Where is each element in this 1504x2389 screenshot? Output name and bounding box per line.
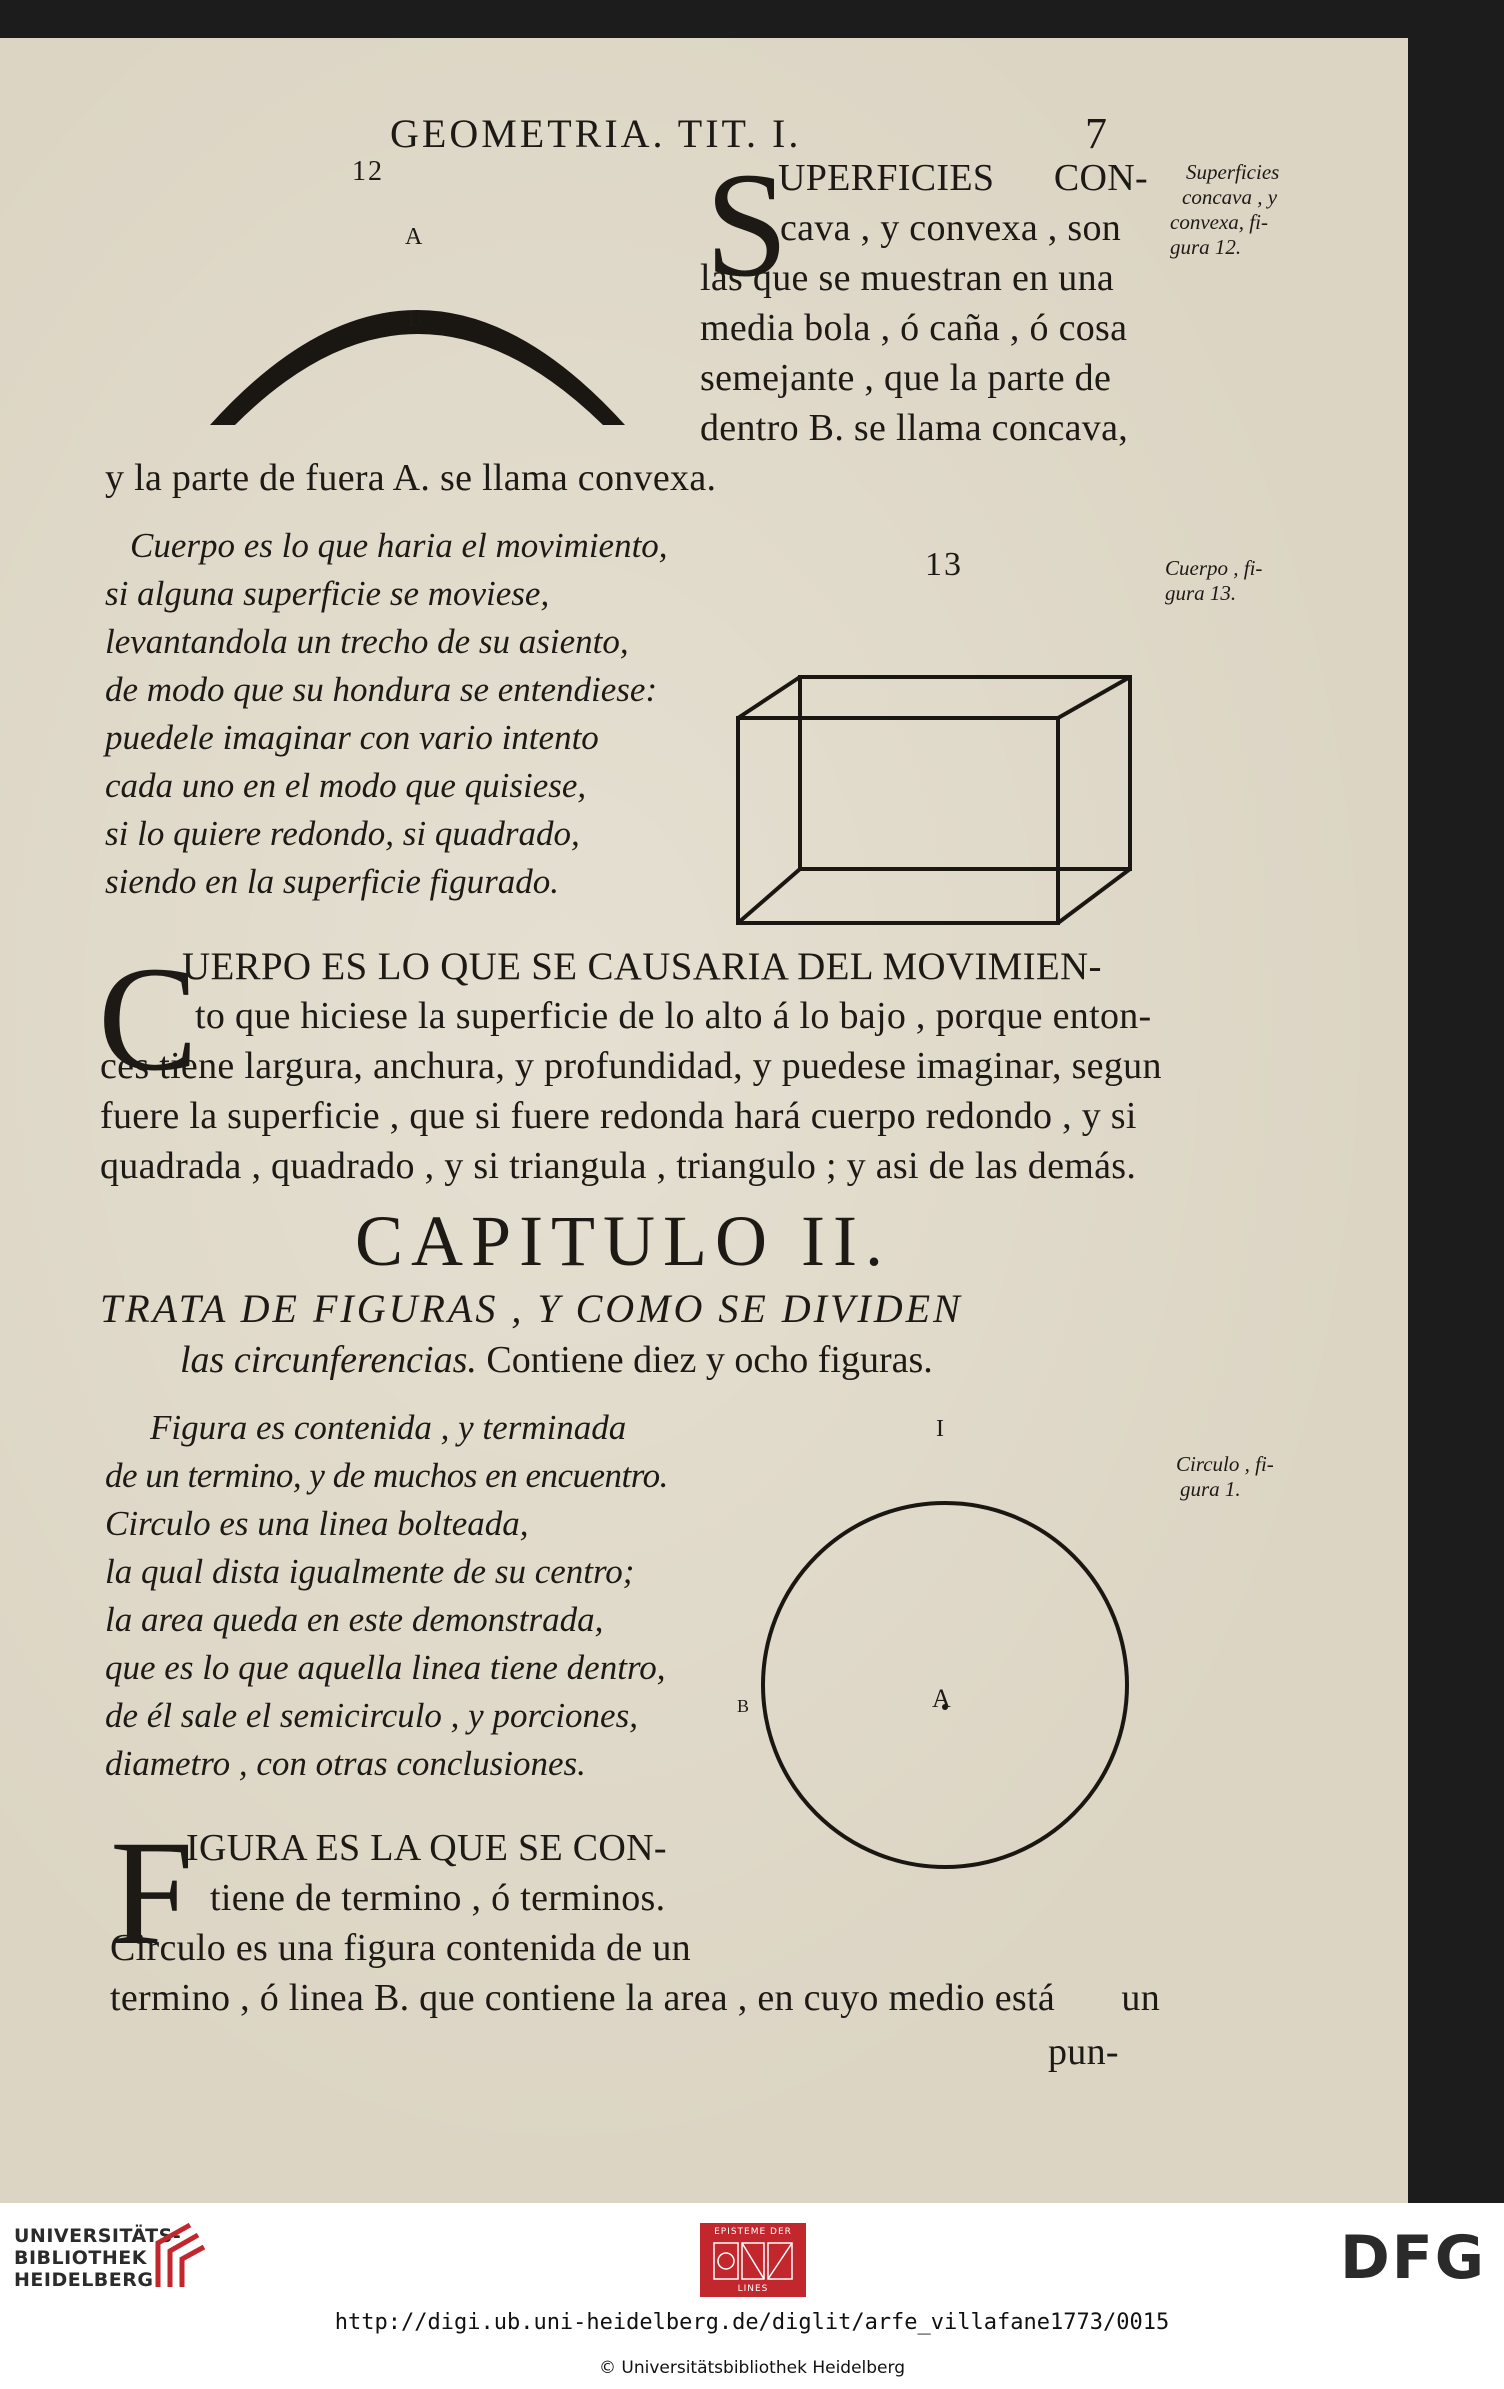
text-line xyxy=(778,156,1148,200)
library-name-line: BIBLIOTHEK xyxy=(14,2247,147,2269)
page-number: 7 xyxy=(1085,109,1107,158)
chapter-title: CAPITULO II. xyxy=(355,1201,891,1281)
verse-line: cada uno en el modo que quisiese, xyxy=(105,766,587,805)
verse-line: la area queda en este demonstrada, xyxy=(105,1600,604,1639)
text-line: semejante , que la parte de xyxy=(700,357,1112,399)
library-name-line: HEIDELBERG xyxy=(14,2269,154,2291)
text-line: quadrada , quadrado , y si triangula , triangulo ; y asi de las demás. xyxy=(100,1145,1137,1187)
margin-line: gura 13. xyxy=(1165,581,1237,605)
verse-line: de modo que su hondura se entendiese: xyxy=(105,670,658,709)
verse-line: si lo quiere redondo, si quadrado, xyxy=(105,814,580,853)
text-span: un xyxy=(1121,1977,1160,2019)
text-line: media bola , ó caña , ó cosa xyxy=(700,307,1128,349)
text-line: fuere la superficie , que si fuere redonda hará cuerpo redondo , y si xyxy=(100,1095,1137,1137)
margin-line: Superficies xyxy=(1186,160,1280,184)
text-line: IGURA ES LA QUE SE CON- xyxy=(186,1827,667,1869)
text-line: y la parte de fuera A. se llama convexa. xyxy=(105,457,717,499)
chapter-subtitle-italic: las circunferencias. xyxy=(180,1339,477,1381)
figure-1-label-b: B xyxy=(737,1696,752,1716)
margin-line: Cuerpo , fi- xyxy=(1165,556,1263,580)
verse-line: si alguna superficie se moviese, xyxy=(105,574,550,613)
text-line: UERPO ES LO QUE SE CAUSARIA DEL MOVIMIEN- xyxy=(182,945,1102,988)
footer xyxy=(0,2203,1504,2389)
figure-12-arch xyxy=(205,253,630,433)
verse-line: Cuerpo es lo que haria el movimiento, xyxy=(130,526,668,565)
text-line: dentro B. se llama concava, xyxy=(700,407,1129,449)
episteme-logo-text: LINES xyxy=(737,2284,769,2294)
text-line: tiene de termino , ó terminos. xyxy=(210,1877,666,1919)
verse-line: la qual dista igualmente de su centro; xyxy=(105,1552,635,1591)
text-span: CON- xyxy=(1053,157,1148,199)
catchword: pun- xyxy=(1048,2031,1119,2073)
margin-line: convexa, fi- xyxy=(1170,210,1268,234)
text-line xyxy=(110,1976,1160,2020)
figure-1-label-a: A xyxy=(932,1684,953,1713)
dropcap-c: C xyxy=(98,936,199,1102)
copyright-notice: © Universitätsbibliothek Heidelberg xyxy=(598,2358,905,2378)
margin-line: concava , y xyxy=(1182,185,1278,209)
figure-13-box xyxy=(730,633,1150,933)
figure-12-label-a: A xyxy=(405,224,425,250)
verse-line: siendo en la superficie figurado. xyxy=(105,862,559,901)
text-span: termino , ó linea B. que contiene la area , en cuyo medio está xyxy=(110,1977,1056,2019)
figure-12-number: 12 xyxy=(352,156,384,187)
running-head: GEOMETRIA. TIT. I. xyxy=(390,111,802,156)
text-span: UPERFICIES xyxy=(778,157,995,199)
episteme-diagram-icon xyxy=(712,2241,794,2283)
episteme-logo-text: EPISTEME DER xyxy=(714,2227,792,2237)
margin-line: gura 1. xyxy=(1180,1477,1241,1501)
text-line: las que se muestran en una xyxy=(700,257,1115,299)
verse-line: que es lo que aquella linea tiene dentro, xyxy=(105,1648,666,1687)
text-line: to que hiciese la superficie de lo alto á lo bajo , porque enton- xyxy=(195,995,1152,1037)
margin-note-superficies xyxy=(1170,160,1279,260)
figure-1-number: I xyxy=(936,1416,946,1442)
text-line: ces tiene largura, anchura, y profundidad, y puedese imaginar, segun xyxy=(100,1045,1162,1087)
dropcap-f: F xyxy=(110,1810,194,1976)
margin-line: gura 12. xyxy=(1170,235,1242,259)
permalink-url[interactable]: http://digi.ub.uni-heidelberg.de/diglit/arfe_villafane1773/0015 xyxy=(334,2310,1170,2335)
book-page xyxy=(0,38,1408,2203)
margin-note-circulo xyxy=(1176,1452,1274,1502)
verse-line: de un termino, y de muchos en encuentro. xyxy=(105,1456,668,1495)
dfg-logo[interactable]: DFG xyxy=(1340,2223,1487,2293)
chapter-subtitle-2 xyxy=(180,1338,933,1382)
library-logo-icon[interactable] xyxy=(150,2221,206,2293)
episteme-logo[interactable] xyxy=(700,2223,806,2297)
text-line: cava , y convexa , son xyxy=(780,207,1122,249)
verse-line: levantandola un trecho de su asiento, xyxy=(105,622,629,661)
dropcap-s: S xyxy=(705,142,789,308)
margin-line: Circulo , fi- xyxy=(1176,1452,1274,1476)
verse-line: puedele imaginar con vario intento xyxy=(105,718,599,757)
figure-12-label-b: B xyxy=(408,306,425,331)
verse-line: de él sale el semicirculo , y porciones, xyxy=(105,1696,638,1735)
verse-line: Figura es contenida , y terminada xyxy=(150,1408,627,1447)
chapter-subtitle-roman: Contiene diez y ocho figuras. xyxy=(476,1339,933,1381)
chapter-subtitle: TRATA DE FIGURAS , Y COMO SE DIVIDEN xyxy=(100,1286,963,1331)
verse-line: diametro , con otras conclusiones. xyxy=(105,1744,586,1783)
margin-note-cuerpo xyxy=(1165,556,1262,606)
figure-13-number: 13 xyxy=(925,546,963,583)
library-name-line: UNIVERSITÄTS- xyxy=(14,2225,182,2247)
text-line: Circulo es una figura contenida de un xyxy=(110,1927,691,1969)
verse-line: Circulo es una linea bolteada, xyxy=(105,1504,529,1543)
